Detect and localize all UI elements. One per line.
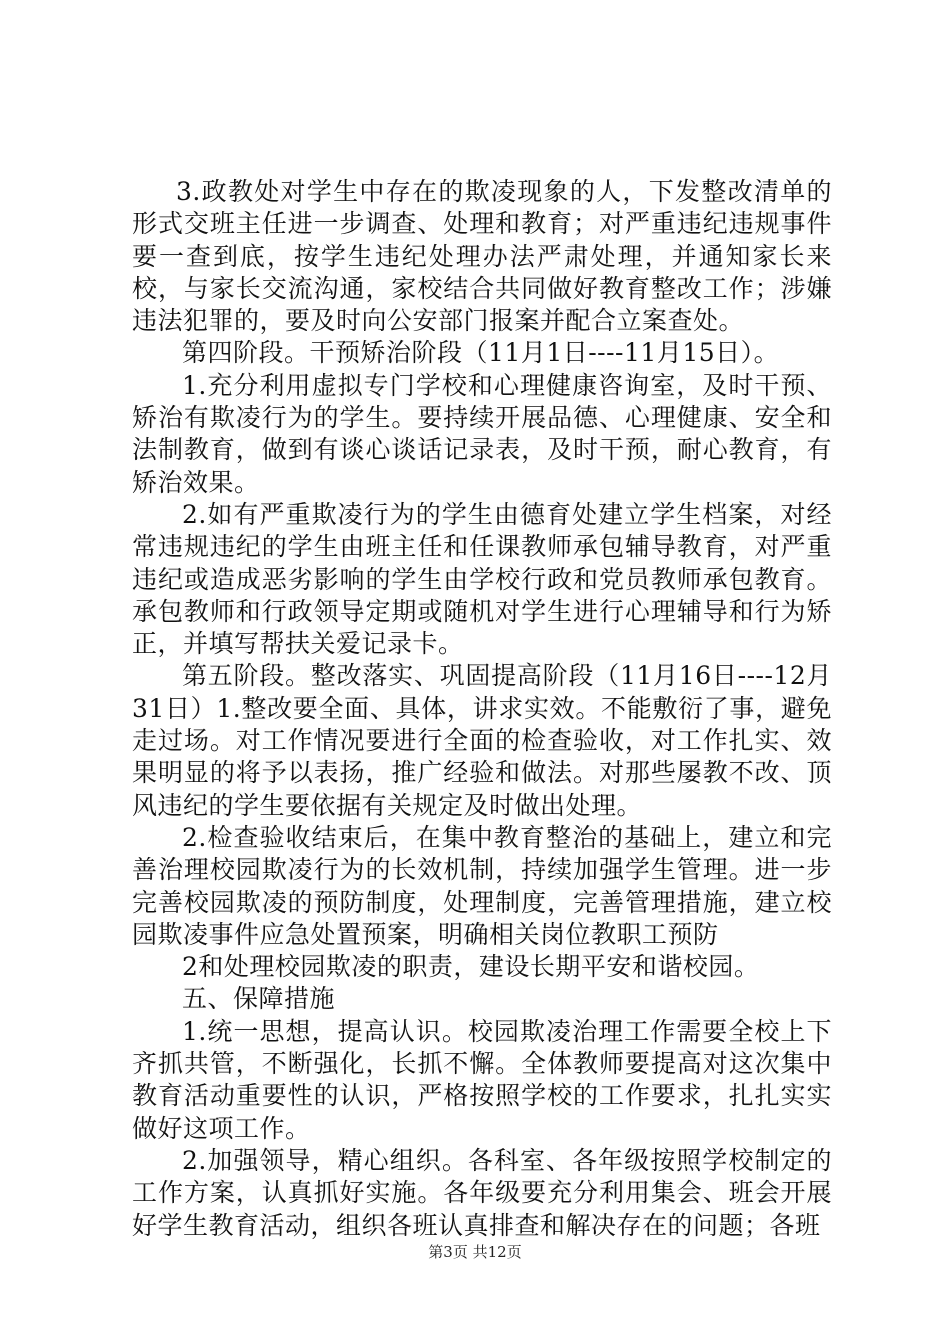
section-heading-safeguards: 五、保障措施: [182, 984, 336, 1014]
paragraph-stage-five: 第五阶段。整改落实、巩固提高阶段（11月16日----12月31日）1.整改要全面、具体，讲求实效。不能敷衍了事，避免走过场。对工作情况要进行全面的检查验收，对工作扎实、效果明显的将予以表扬，推广经验和做法。对那些屡教不改、顶风违纪的学生要依据有关规定及时做出处理。: [132, 661, 832, 820]
paragraph-stage-five-item-2: 2.检查验收结束后，在集中教育整治的基础上，建立和完善治理校园欺凌行为的长效机制，持续加强学生管理。进一步完善校园欺凌的预防制度，处理制度，完善管理措施，建立校园欺凌事件应急处置预案，明确相关岗位教职工预防: [132, 822, 832, 949]
paragraph-stage-four-item-2: 2.如有严重欺凌行为的学生由德育处建立学生档案，对经常违规违纪的学生由班主任和任课教师承包辅导教育，对严重违纪或造成恶劣影响的学生由学校行政和党员教师承包教育。承包教师和行政领导定期或随机对学生进行心理辅导和行为矫正，并填写帮扶关爱记录卡。: [132, 499, 832, 659]
paragraph-safeguard-1: 1.统一思想，提高认识。校园欺凌治理工作需要全校上下齐抓共管，不断强化，长抓不懈。全体教师要提高对这次集中教育活动重要性的认识，严格按照学校的工作要求，扎扎实实做好这项工作。: [132, 1016, 832, 1143]
paragraph-item-3: 3.政教处对学生中存在的欺凌现象的人，下发整改清单的形式交班主任进一步调查、处理和教育；对严重违纪违规事件要一查到底，按学生违纪处理办法严肃处理，并通知家长来校，与家长交流沟通，家校结合共同做好教育整改工作；涉嫌违法犯罪的，要及时向公安部门报案并配合立案查处。: [132, 177, 832, 336]
paragraph-safeguard-2: 2.加强领导，精心组织。各科室、各年级按照学校制定的工作方案，认真抓好实施。各年级要充分利用集会、班会开展好学生教育活动，组织各班认真排查和解决存在的问题；各班: [132, 1145, 832, 1240]
paragraph-stage-four-item-1: 1.充分利用虚拟专门学校和心理健康咨询室，及时干预、矫治有欺凌行为的学生。要持续开展品德、心理健康、安全和法制教育，做到有谈心谈话记录表，及时干预，耐心教育，有矫治效果。: [132, 370, 832, 497]
page-footer: 第3页 共12页: [428, 1243, 522, 1261]
document-body: [132, 176, 832, 1242]
paragraph-continuation: 2和处理校园欺凌的职责，建设长期平安和谐校园。: [182, 952, 760, 982]
paragraph-stage-four-heading: 第四阶段。干预矫治阶段（11月1日----11月15日）。: [182, 338, 780, 368]
